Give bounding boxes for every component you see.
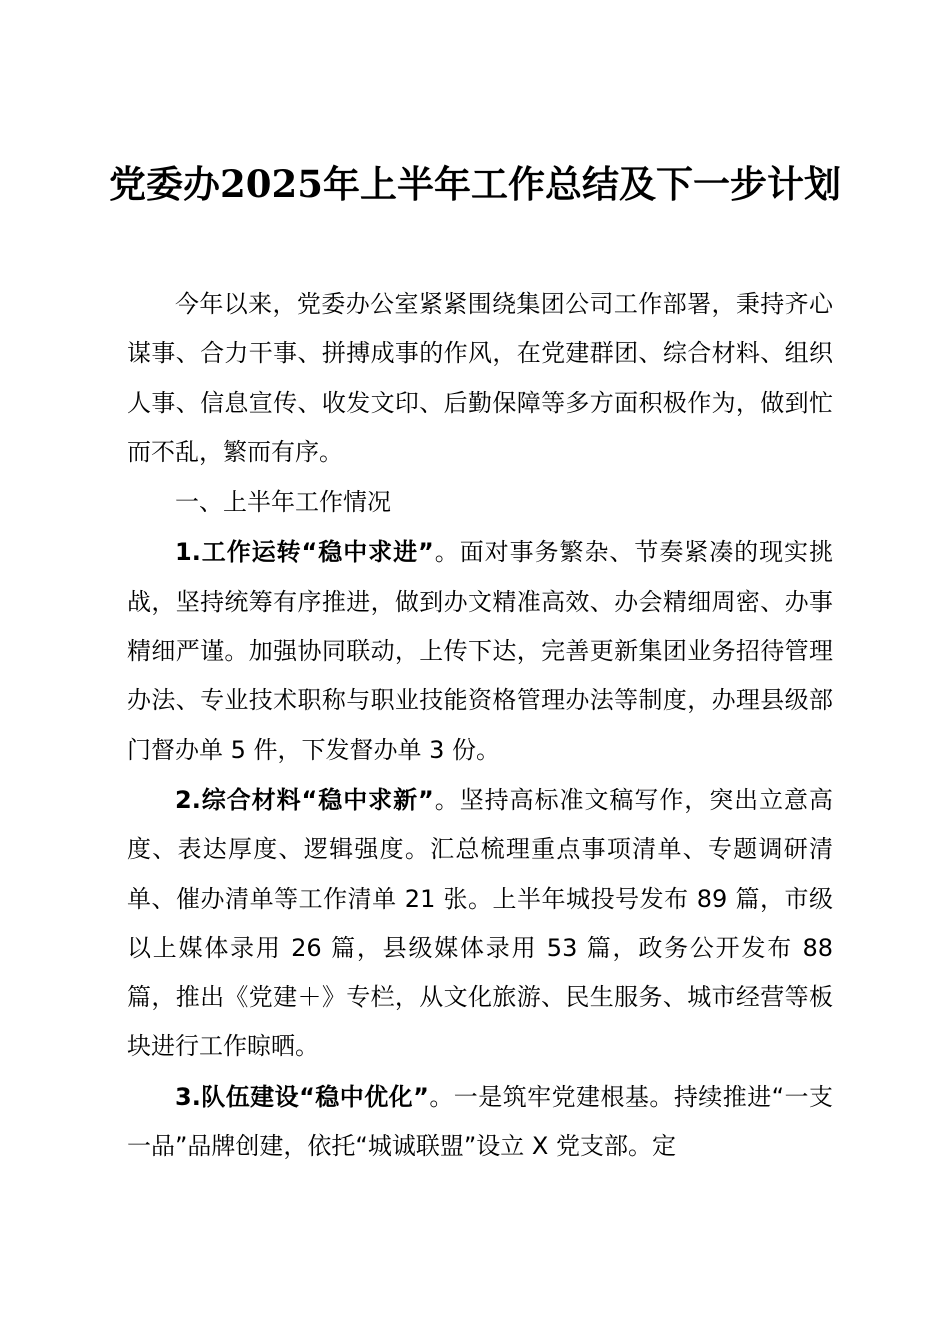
item-text-2: 。坚持高标准文稿写作，突出立意高度、表达厚度、逻辑强度。汇总梳理重点事项清单、专题调研清单、催办清单等工作清单 21 张。上半年城投号发布 89 篇，市级以上媒体录用 26 篇，县级媒体录用 53 篇，政务公开发布 88 篇，推出《党建＋》专栏，从文化旅游、民生服务、城市经营等板块进行工作晾晒。: [127, 785, 833, 1061]
item-text-1: 。面对事务繁杂、节奏紧凑的现实挑战，坚持统筹有序推进，做到办文精准高效、办会精细周密、办事精细严谨。加强协同联动，上传下达，完善更新集团业务招待管理办法、专业技术职称与职业技能资格管理办法等制度，办理县级部门督办单 5 件，下发督办单 3 份。: [127, 538, 833, 764]
intro-paragraph: 今年以来，党委办公室紧紧围绕集团公司工作部署，秉持齐心谋事、合力干事、拼搏成事的作风，在党建群团、综合材料、组织人事、信息宣传、收发文印、后勤保障等多方面积极作为，做到忙而不乱，繁而有序。: [127, 290, 833, 466]
item-paragraph-3: [127, 1073, 833, 1172]
section-heading: 一、上半年工作情况: [175, 488, 391, 517]
item-lead-1: 1.工作运转“稳中求进”: [175, 538, 434, 567]
item-lead-2: 2.综合材料“稳中求新”: [175, 785, 434, 814]
document-body: [127, 280, 833, 1171]
item-paragraph-2: [127, 776, 833, 1072]
item-paragraph-1: [127, 528, 833, 774]
document-title: 党委办2025年上半年工作总结及下一步计划: [109, 162, 841, 206]
item-text-3: 。一是筑牢党建根基。持续推进“一支一品”品牌创建，依托“城诚联盟”设立 X 党支部。定: [127, 1082, 833, 1161]
item-lead-3: 3.队伍建设“稳中优化”: [175, 1082, 429, 1111]
